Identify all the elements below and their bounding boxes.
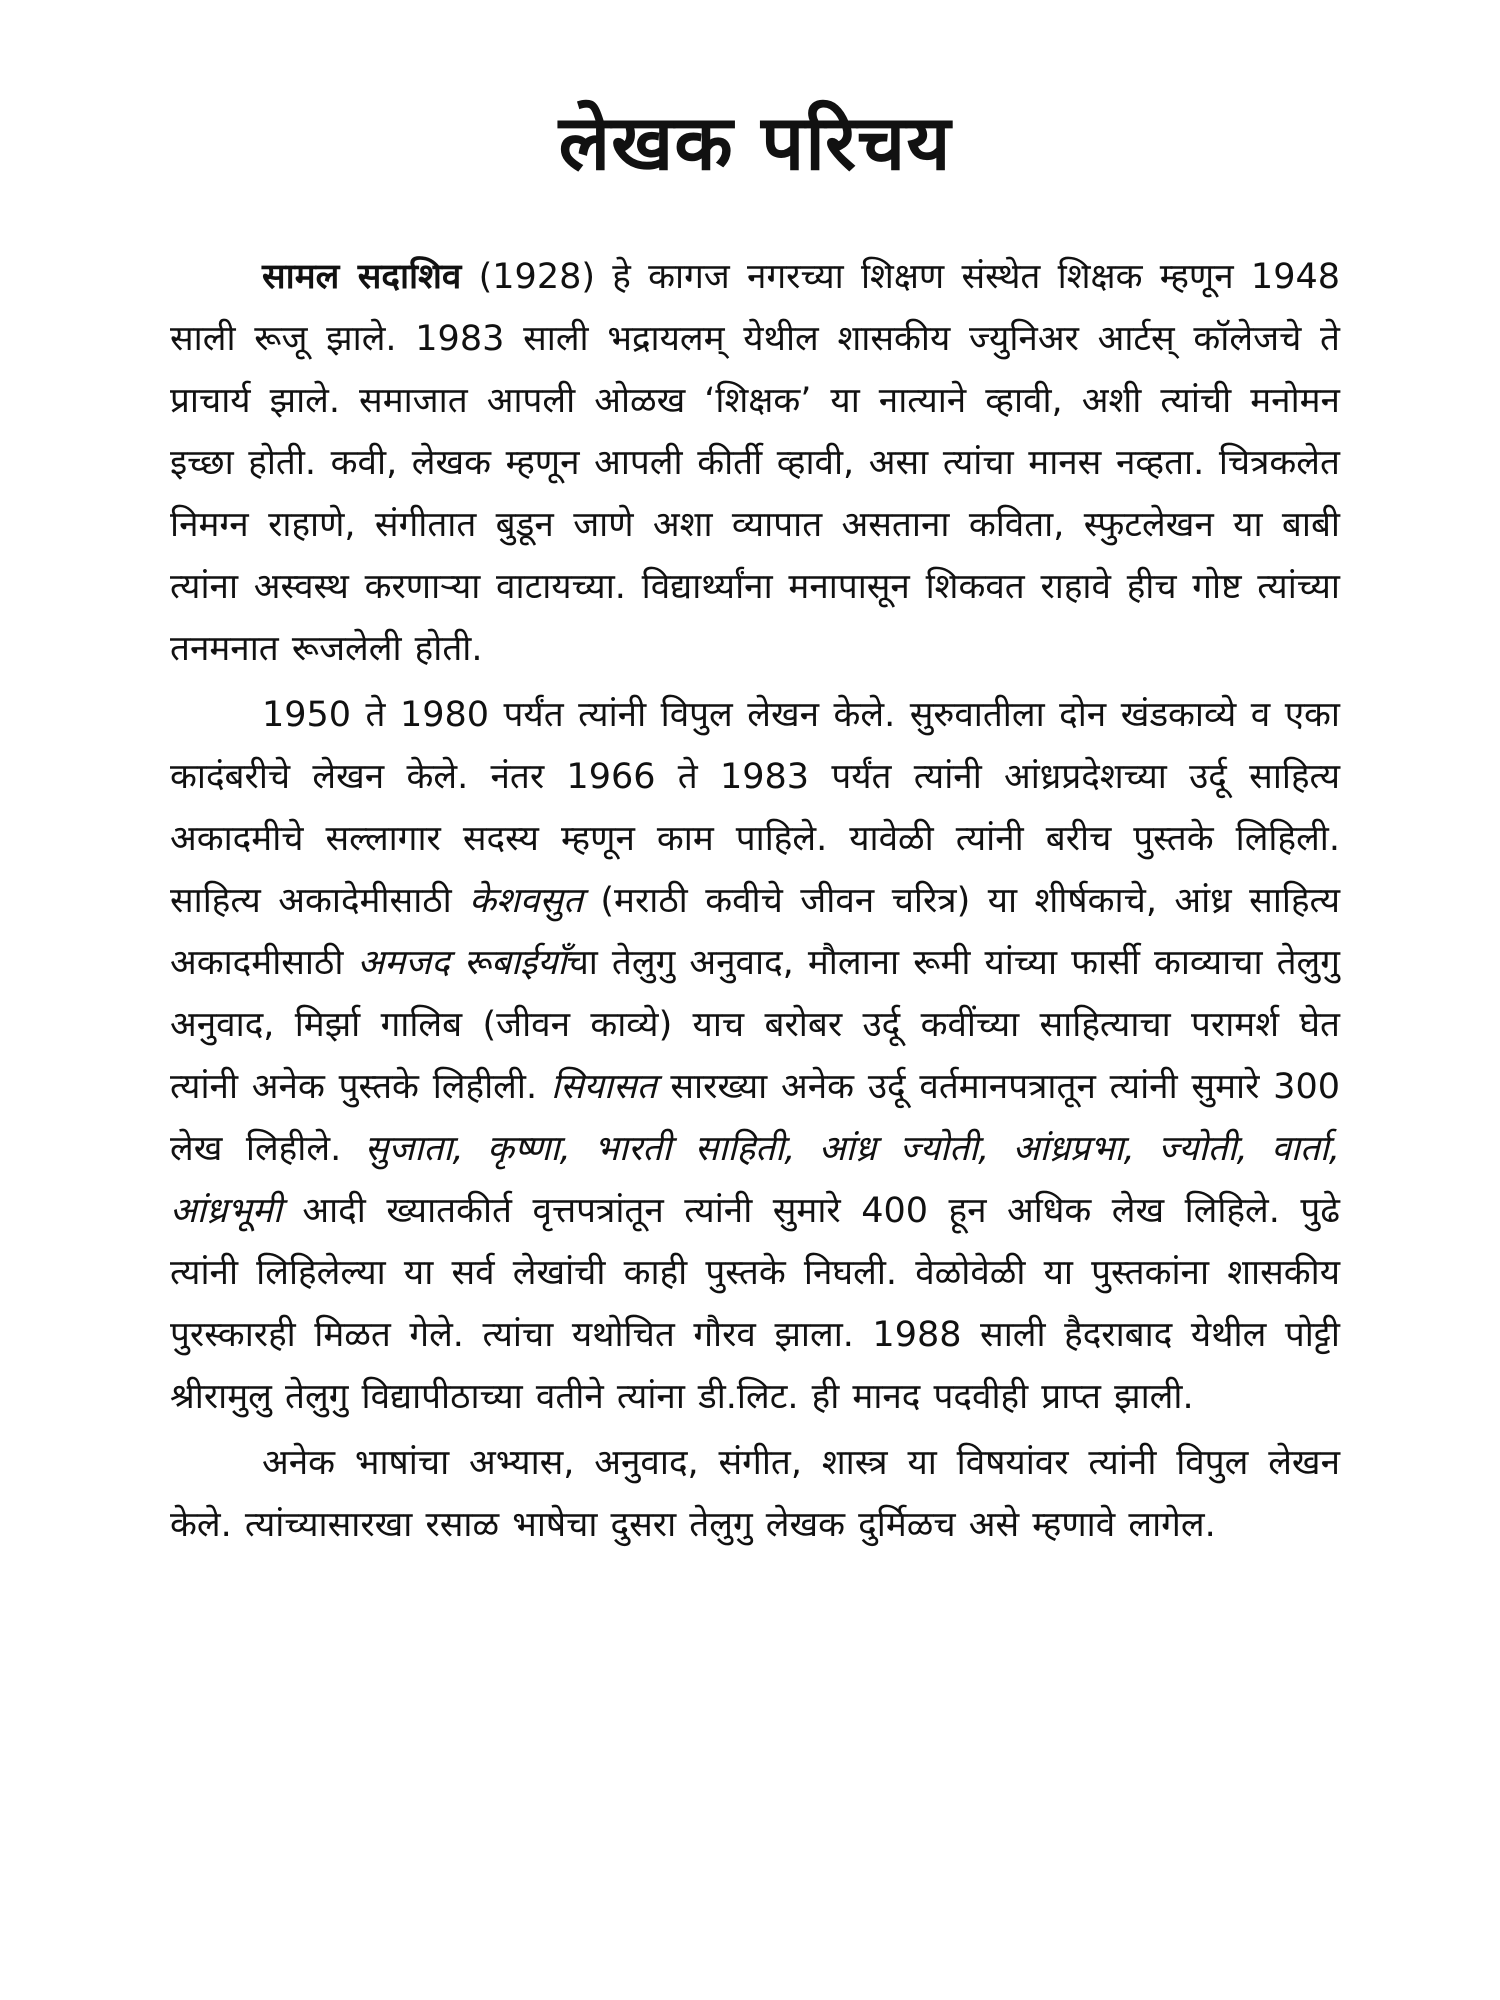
paragraph-2-text-4: सारख्या अनेक उर्दू वर्तमानपत्रातून त्यांनी सुमारे 300 लेख लिहीले. [170,1067,1340,1169]
paragraph-1-text: (1928) हे कागज नगरच्या शिक्षण संस्थेत शिक्षक म्हणून 1948 साली रूजू झाले. 1983 साली भद्रायलम् येथील शासकीय ज्युनिअर आर्टस् कॉलेजचे ते प्राचार्य झाले. समाजात आपली ओळख ‘शिक्षक’ या नात्याने व्हावी, अशी त्यांची मनोमन इच्छा होती. कवी, लेखक म्हणून आपली कीर्ती व्हावी, असा त्यांचा मानस नव्हता. चित्रकलेत निमग्न राहाणे, संगीतात बुडून जाणे अशा व्यापात असताना कविता, स्फुटलेखन या बाबी त्यांना अस्वस्थ करणाऱ्या वाटायच्या. विद्यार्थ्यांना मनापासून शिकवत राहावे हीच गोष्ट त्यांच्या तनमनात रूजलेली होती. [170,257,1340,669]
paragraph-2-text-5: आदी ख्यातकीर्त वृत्तपत्रांतून त्यांनी सुमारे 400 हून अधिक लेख लिहिले. पुढे त्यांनी लिहिलेल्या या सर्व लेखांची काही पुस्तके निघली. वेळोवेळी या पुस्तकांना शासकीय पुरस्कारही मिळत गेले. त्यांचा यथोचित गौरव झाला. 1988 साली हैदराबाद येथील पोट्टी श्रीरामुलु तेलुगु विद्यापीठाच्या वतीने त्यांना डी.लिट. ही मानद पदवीही प्राप्त झाली. [170,1191,1340,1417]
paragraph-2-text-3: चा तेलुगु अनुवाद, मौलाना रूमी यांच्या फार्सी काव्याचा तेलुगु अनुवाद, मिर्झा गालिब (जीवन काव्ये) याच बरोबर उर्दू कवींच्या साहित्याचा परामर्श घेत त्यांनी अनेक पुस्तके लिहीली. [170,943,1340,1107]
book-title-keshavsut: केशवसुत [469,881,583,921]
newspaper-siyasat: सियासत [550,1067,657,1107]
paragraph-2 [170,684,1340,1428]
paragraph-3: अनेक भाषांचा अभ्यास, अनुवाद, संगीत, शास्त्र या विषयांवर त्यांनी विपुल लेखन केले. त्यांच्यासारखा रसाळ भाषेचा दुसरा तेलुगु लेखक दुर्मिळच असे म्हणावे लागेल. [170,1443,1340,1545]
author-name: सामल सदाशिव [262,257,462,297]
paragraph-2-text-2: (मराठी कवीचे जीवन चरित्र) या शीर्षकाचे, आंध्र साहित्य अकादमीसाठी [170,881,1340,983]
newspaper-list: सुजाता, कृष्णा, भारती साहिती, आंध्र ज्योती, आंध्रप्रभा, ज्योती, वार्ता, आंध्रभूमी [170,1129,1340,1231]
paragraph-1 [170,246,1340,680]
paragraph-2-text-1: 1950 ते 1980 पर्यंत त्यांनी विपुल लेखन केले. सुरुवातीला दोन खंडकाव्ये व एका कादंबरीचे लेखन केले. नंतर 1966 ते 1983 पर्यंत त्यांनी आंध्रप्रदेशच्या उर्दू साहित्य अकादमीचे सल्लागार सदस्य म्हणून काम पाहिले. यावेळी त्यांनी बरीच पुस्तके लिहिली. साहित्य अकादेमीसाठी [170,695,1340,921]
page-title: लेखक परिचय [558,98,952,187]
book-title-amjad-rubaiyan: अमजद रूबाईयाँ [357,943,567,983]
